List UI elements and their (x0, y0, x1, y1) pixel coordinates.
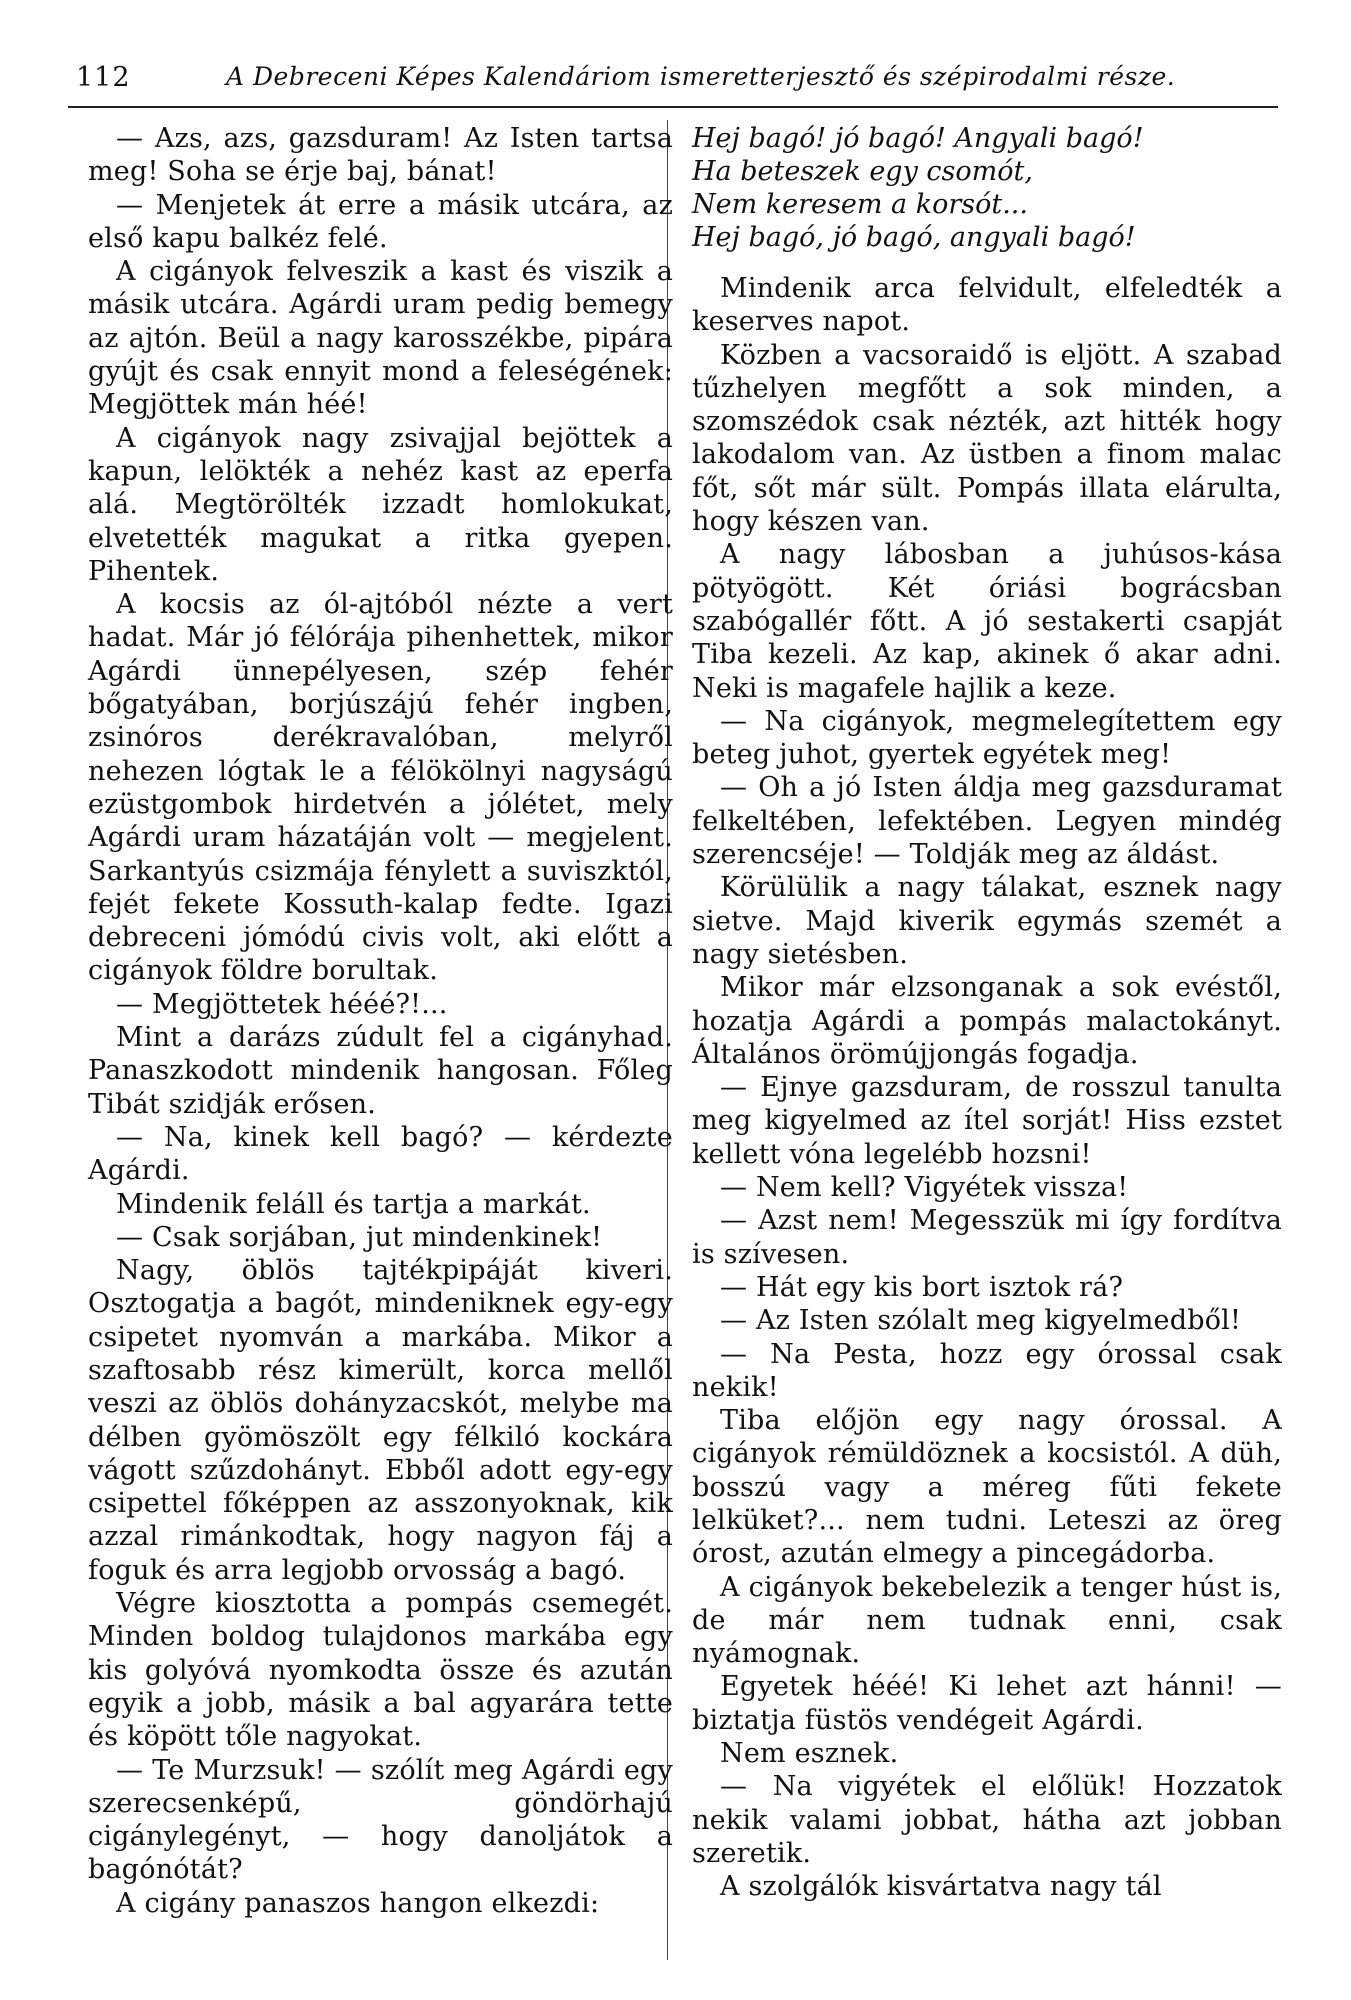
paragraph: — Hát egy kis bort isztok rá? (720, 1271, 1124, 1303)
paragraph: A szolgálók kisvártatva nagy tál (720, 1871, 1162, 1903)
paragraph: Tiba előjön egy nagy órossal. A cigányok rémüldöznek a kocsistól. A düh, bosszú vagy a méreg fűti fekete lelküket?... nem tudni. Leteszi az öreg órost, azután elmegy a pincegádorba. (692, 1405, 1282, 1570)
paragraph: A cigányok nagy zsivajjal bejöttek a kapun, lelökték a nehéz kast az eperfa alá. Megtörölték izzadt homlokukat, elvetették magukat a ritka gyepen. Pihentek. (88, 422, 673, 587)
left-column (88, 122, 673, 1920)
page-header (68, 58, 1278, 108)
paragraph: A kocsis az ól-ajtóból nézte a vert hadat. Már jó félórája pihenhettek, mikor Agárdi ünnepélyesen, szép fehér bőgatyában, borjúszájú fehér ingben, zsinóros derékravalóban, melyről nehezen lógtak le a félökölnyi nagyságú ezüstgombok hirdetvén a jólétet, mely Agárdi uram házatáján volt — megjelent. Sarkantyús csizmája fénylett a suviszktól, fejét fekete Kossuth-kalap fedte. Igazi debreceni jómódú civis volt, aki előtt a cigányok földre borultak. (88, 589, 673, 987)
paragraph: — Na vigyétek el előlük! Hozzatok nekik valami jobbat, hátha azt jobban szeretik. (692, 1771, 1282, 1869)
paragraph: A cigányok bekebelezik a tenger húst is, de már nem tudnak enni, csak nyámognak. (692, 1571, 1282, 1670)
paragraph: — Ejnye gazsduram, de rosszul tanulta meg kigyelmed az ítel sorját! Hiss ezstet kellett vóna legelébb hozsni! (692, 1072, 1282, 1170)
verse-line: Nem keresem a korsót... (692, 189, 1028, 220)
paragraph: — Na cigányok, megmelegítettem egy beteg juhot, gyertek egyétek meg! (692, 705, 1282, 771)
paragraph: Nagy, öblös tajtékpipáját kiveri. Osztogatja a bagót, mindeniknek egy-egy csipetet nyomván a markába. Mikor a szaftosabb rész kimerült, korca mellől veszi az öblös dohányzacskót, melybe ma délben gyömöszölt egy félkiló kockára vágott szűzdohányt. Ebből adott egy-egy csipettel főképpen az asszonyoknak, kik azzal rimánkodtak, hogy nagyon fáj a foguk és arra legjobb orvosság a bagó. (88, 1255, 673, 1586)
paragraph: — Na, kinek kell bagó? — kérdezte Agárdi. (88, 1121, 673, 1187)
paragraph: Körülülik a nagy tálakat, esznek nagy sietve. Majd kiverik egymás szemét a nagy sietésben. (692, 872, 1282, 970)
paragraph: — Oh a jó Isten áldja meg gazsduramat felkeltében, lefektében. Legyen mindég szerencséje! — Toldják meg az áldást. (692, 772, 1282, 871)
verse-line: Ha beteszek egy csomót, (692, 156, 1033, 187)
verse-line: Hej bagó, jó bagó, angyali bagó! (692, 222, 1136, 253)
song-verse (692, 122, 1282, 254)
paragraph: — Te Murzsuk! — szólít meg Agárdi egy szerecsenképű, göndörhajú cigánylegényt, — hogy danoljátok a bagónótát? (88, 1754, 673, 1886)
paragraph: Egyetek hééé! Ki lehet azt hánni! — biztatja füstös vendégeit Agárdi. (692, 1671, 1282, 1736)
paragraph: Nem esznek. (720, 1738, 899, 1770)
paragraph: A nagy lábosban a juhúsos-kása pötyögött. Két óriási bográcsban szabógallér főtt. A jó sestakerti csapját Tiba kezeli. Az kap, akinek ő akar adni. Neki is magafele hajlik a keze. (692, 539, 1282, 704)
paragraph: Mindenik feláll és tartja a markát. (116, 1188, 591, 1220)
verse-line: Hej bagó! jó bagó! Angyali bagó! (692, 123, 1144, 154)
paragraph: Mikor már elzsonganak a sok evéstől, hozatja Agárdi a pompás malactokányt. Általános örömújjongás fogadja. (692, 972, 1282, 1070)
paragraph: A cigányok felveszik a kast és viszik a másik utcára. Agárdi uram pedig bemegy az ajtón. Beül a nagy karosszékbe, pipára gyújt és csak ennyit mond a feleségének: Megjöttek mán héé! (88, 256, 673, 421)
paragraph: Végre kiosztotta a pompás csemegét. Minden boldog tulajdonos markába egy kis golyóvá nyomkodta össze és azután egyik a jobb, másik a bal agyarára tette és köpött tőle nagyokat. (88, 1588, 673, 1753)
right-column (692, 122, 1282, 1904)
paragraph: A cigány panaszos hangon elkezdi: (116, 1887, 600, 1919)
paragraph: Közben a vacsoraidő is eljött. A szabad tűzhelyen megfőtt a sok minden, a szomszédok csak nézték, azt hitték hogy lakodalom van. Az üstben a finom malac főt, sőt már sült. Pompás illata elárulta, hogy készen van. (692, 339, 1282, 538)
running-title: A Debreceni Képes Kalendáriom ismeretterjesztő és szépirodalmi része. (226, 62, 1176, 91)
paragraph: — Na Pesta, hozz egy órossal csak nekik! (692, 1338, 1282, 1403)
paragraph: Mint a darázs zúdult fel a cigányhad. Panaszkodott mindenik hangosan. Főleg Tibát szidják erősen. (88, 1022, 673, 1120)
paragraph: — Menjetek át erre a másik utcára, az első kapu balkéz felé. (88, 189, 673, 254)
paragraph: — Csak sorjában, jut mindenkinek! (116, 1221, 603, 1253)
paragraph: Mindenik arca felvidult, elfeledték a keserves napot. (692, 273, 1282, 338)
paragraph: — Azs, azs, gazsduram! Az Isten tartsa meg! Soha se érje baj, bánat! (88, 123, 673, 188)
paragraph: — Nem kell? Vigyétek vissza! (720, 1172, 1129, 1204)
paragraph: — Az Isten szólalt meg kigyelmedből! (720, 1305, 1242, 1337)
paragraph: — Megjöttetek hééé?!... (116, 988, 448, 1020)
page-number: 112 (76, 62, 131, 93)
paragraph: — Azst nem! Megesszük mi így fordítva is szívesen. (692, 1205, 1282, 1270)
